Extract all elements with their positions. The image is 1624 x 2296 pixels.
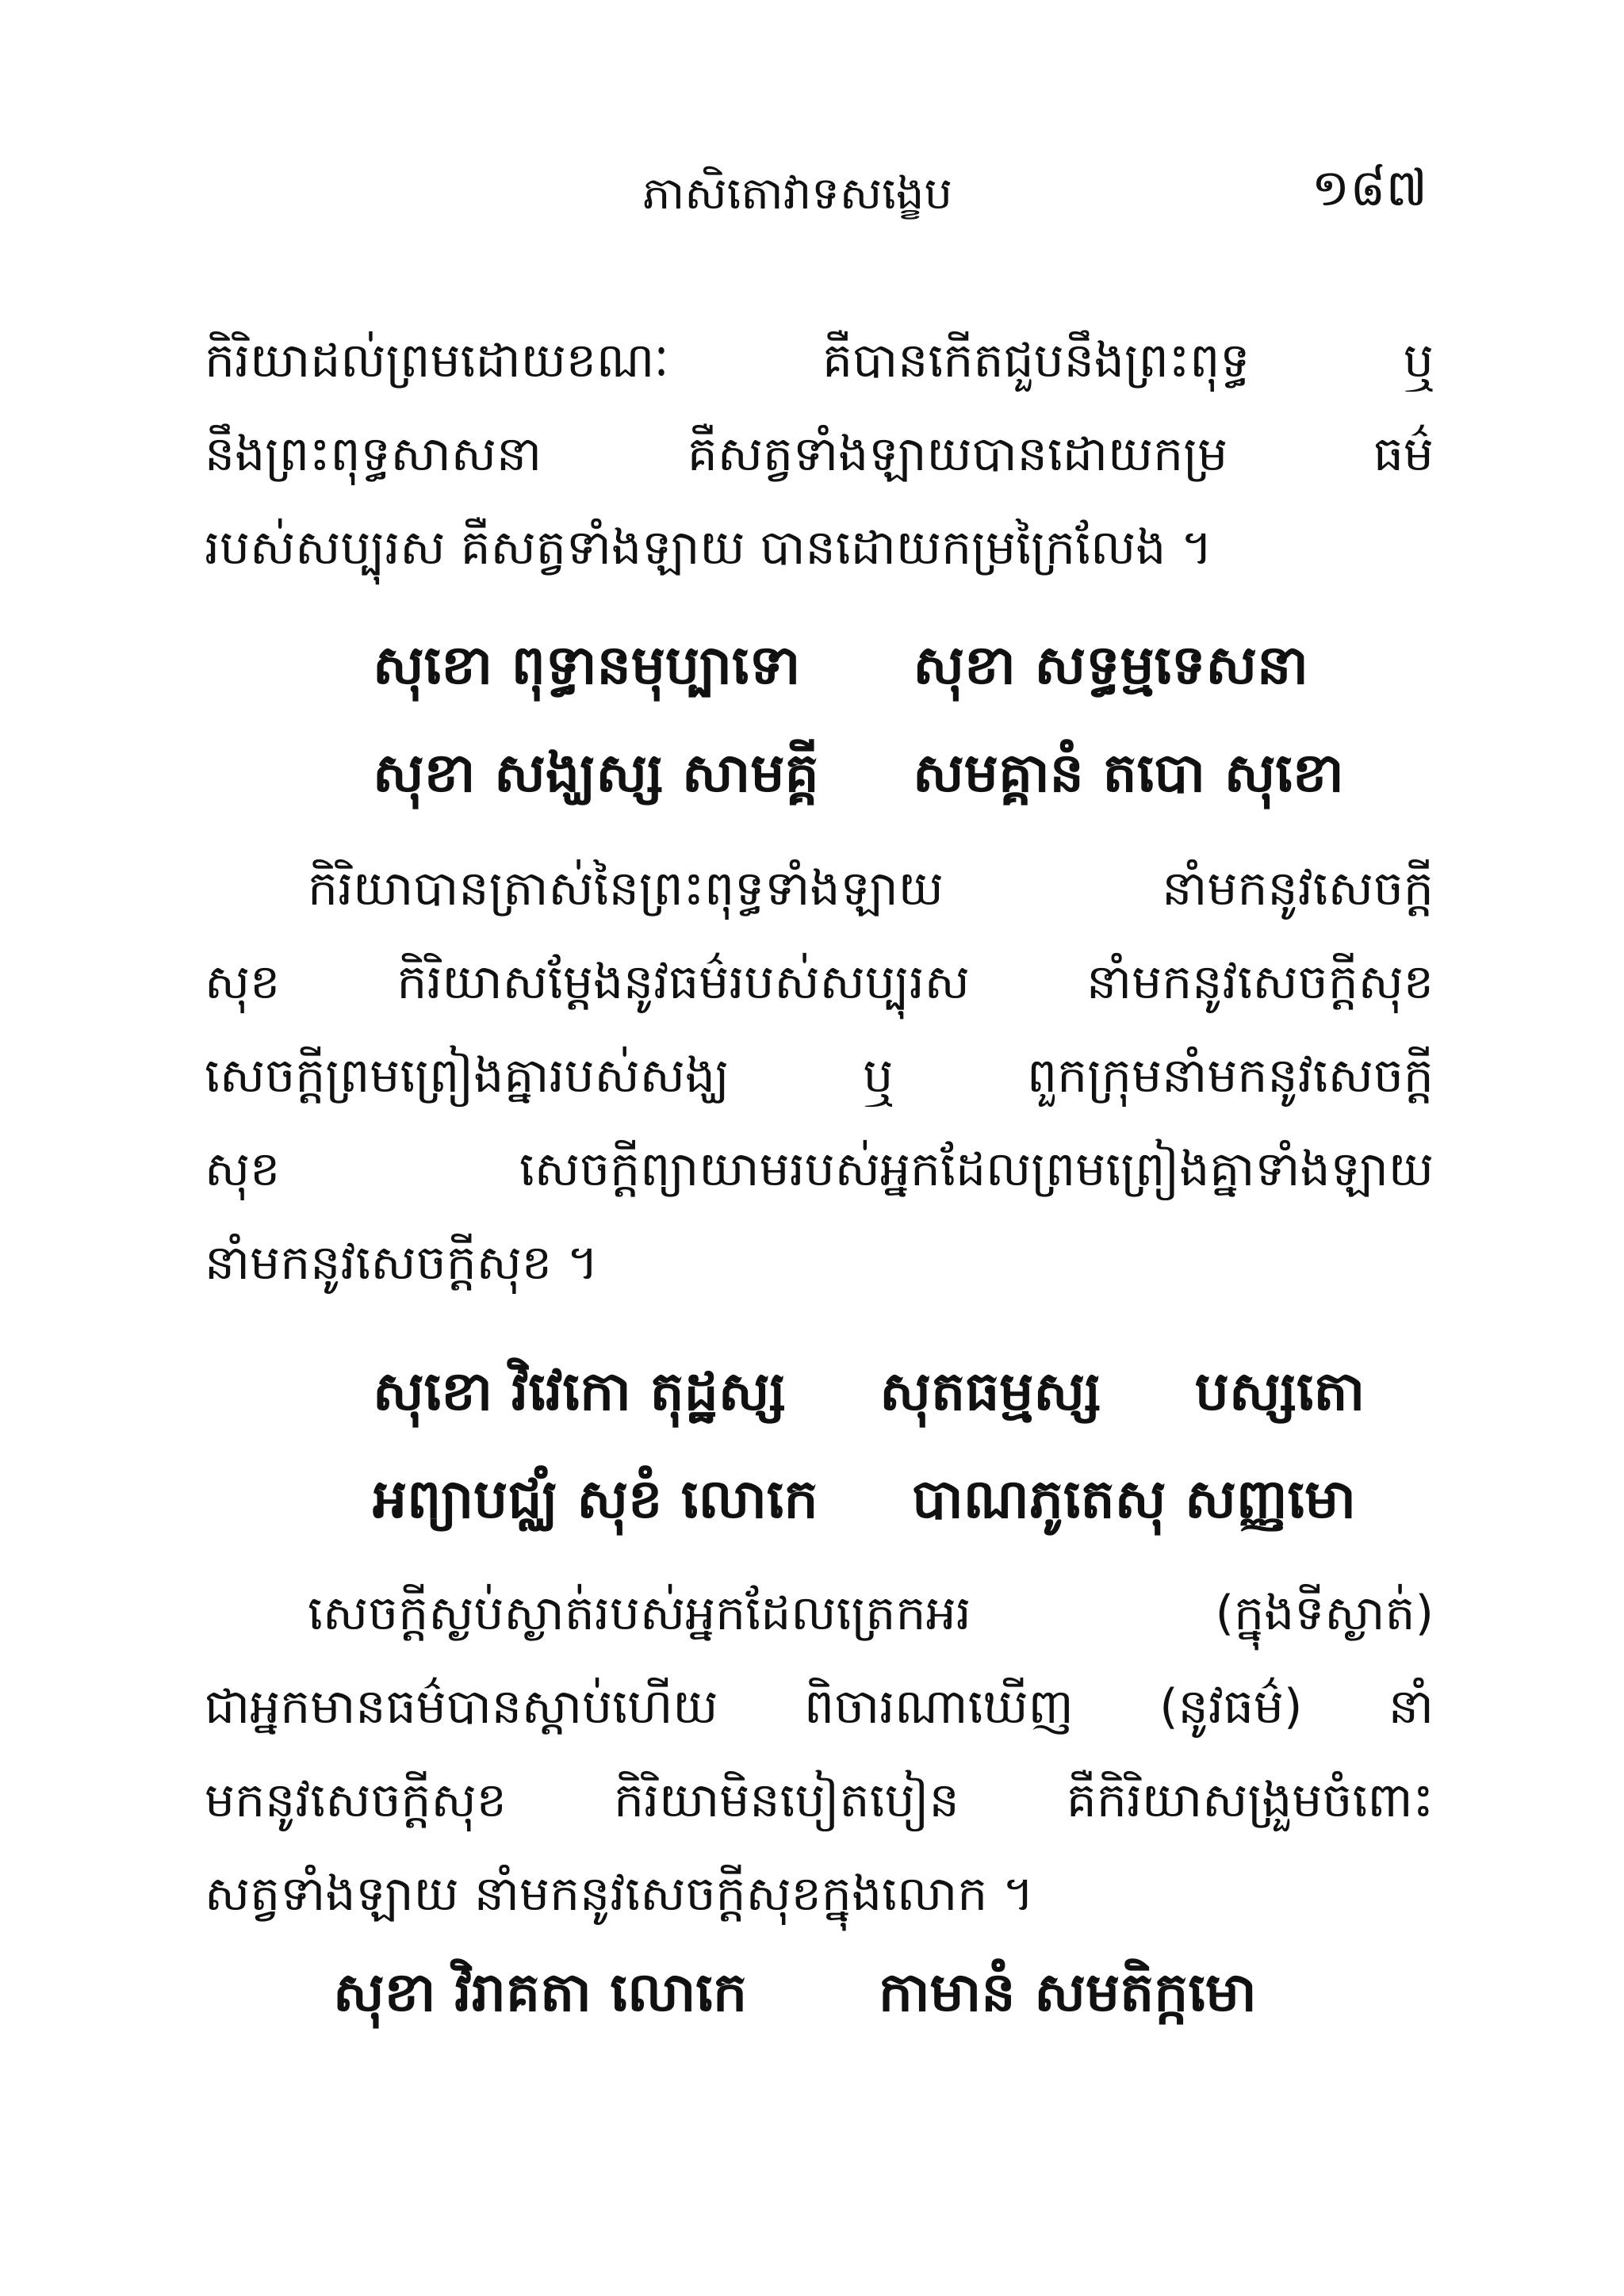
paragraph-line: ជាអ្នកមានធម៌បានស្តាប់ហើយ ពិចារណាឃើញ (នូវធម៌) នាំ (205, 1679, 1434, 1735)
verse-2-line-2: អព្យាបជ្ឈំ សុខំ លោកេ បាណភូតេសុ សញ្ញមោ (373, 1468, 1356, 1531)
paragraph-line: នឹងព្រះពុទ្ធសាសនា គឺសត្វទាំងឡាយបានដោយកម្រ ធម៌ (205, 427, 1434, 482)
verse-1-line-2: សុខា សង្ឃស្ស សាមគ្គី សមគ្គានំ តបោ សុខោ (373, 742, 1344, 805)
paragraph-3 (205, 1567, 1434, 1941)
paragraph-line: សុខ សេចក្តីព្យាយាមរបស់អ្នកដែលព្រមព្រៀងគ្នាទាំងឡាយ (205, 1142, 1434, 1197)
paragraph-line: កិរិយាដល់ព្រមដោយខណៈ គឺបានកើតជួបនឹងព្រះពុទ្ធ ឬ (205, 333, 1434, 388)
paragraph-line: សេចក្តីព្រមព្រៀងគ្នារបស់សង្ឃ ឬ ពួកក្រុមនាំមកនូវសេចក្តី (205, 1048, 1434, 1104)
paragraph-2 (205, 842, 1434, 1310)
page-number: ១៨៧ (1311, 159, 1427, 218)
verse-2-line-1: សុខោ វិវេកោ តុដ្ឋស្ស សុតធម្មស្ស បស្សតោ (373, 1360, 1365, 1423)
paragraph-line: របស់សប្បុរស គឺសត្វទាំងឡាយ បានដោយកម្រក្រៃលែង ។ (205, 520, 1212, 576)
paragraph-line: កិរិយាបានត្រាស់នៃព្រះពុទ្ធទាំងឡាយ នាំមកនូវសេចក្តី (308, 861, 1434, 916)
verse-1-line-1: សុខោ ពុទ្ធានមុប្បាទោ សុខា សទ្ធម្មទេសនា (373, 634, 1308, 697)
running-header-title: ភាសិតោវាទសង្ខេប (642, 168, 953, 220)
verse-3-line-1: សុខា វិរាគតា លោកេ កាមានំ សមតិក្កមោ (333, 1961, 1257, 2024)
paragraph-line: នាំមកនូវសេចក្តីសុខ ។ (205, 1235, 599, 1291)
paragraph-line: សត្វទាំងឡាយ នាំមកនូវសេចក្តីសុខក្នុងលោក ។ (205, 1866, 1034, 1922)
paragraph-line: សុខ កិរិយាសម្តែងនូវធម៌របស់សប្បុរស នាំមកនូវសេចក្តីសុខ (205, 955, 1434, 1010)
paragraph-1 (205, 314, 1434, 595)
paragraph-line: មកនូវសេចក្តីសុខ កិរិយាមិនបៀតបៀន គឺកិរិយាសង្រួមចំពោះ (205, 1773, 1434, 1828)
paragraph-line: សេចក្តីស្ងប់ស្ងាត់របស់អ្នកដែលត្រេកអរ (ក្នុងទីស្ងាត់) (308, 1586, 1434, 1641)
